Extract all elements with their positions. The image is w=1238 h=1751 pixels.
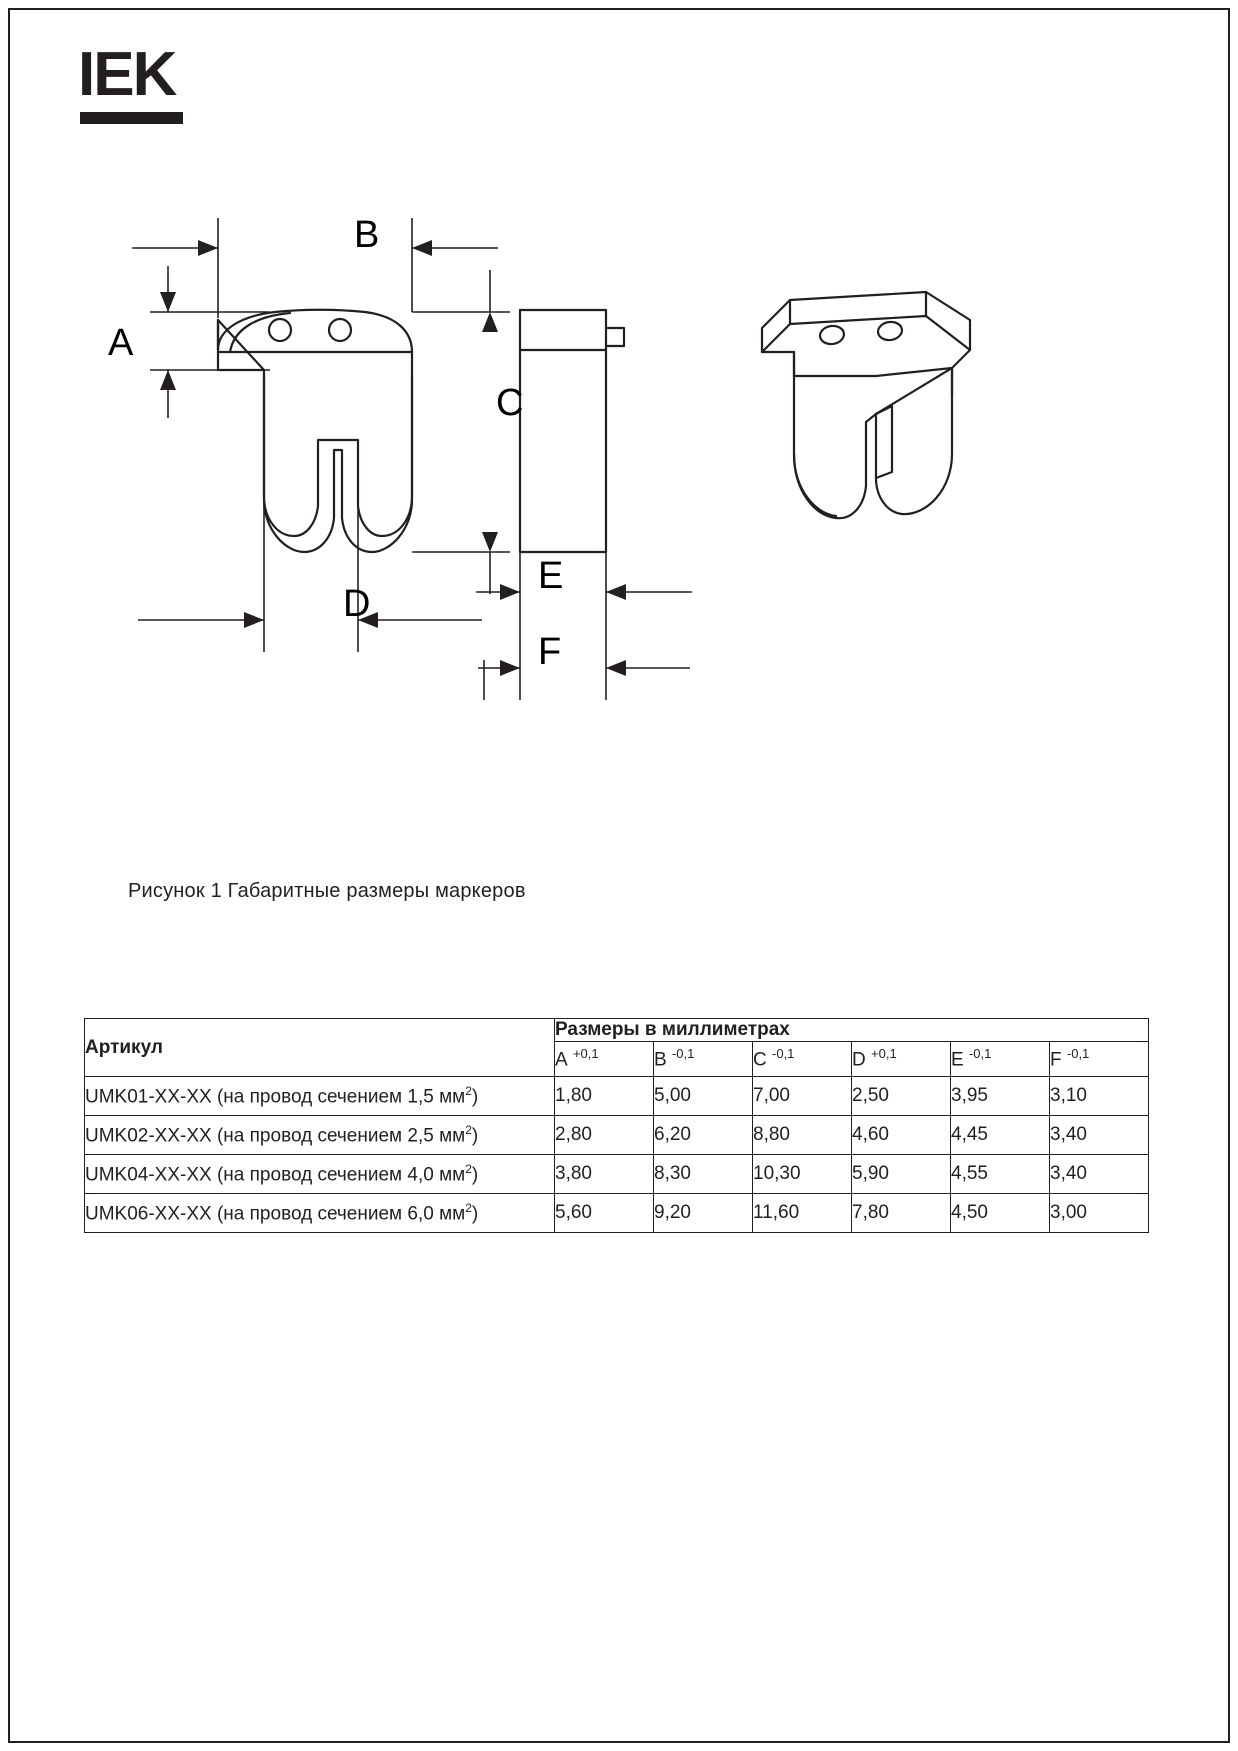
cell-a: 5,60 — [555, 1194, 654, 1233]
table-row — [85, 1077, 1149, 1116]
cell-d: 5,90 — [852, 1155, 951, 1194]
cell-e: 4,50 — [951, 1194, 1050, 1233]
header-article: Артикул — [85, 1019, 555, 1077]
dimension-label-b: B — [354, 214, 380, 256]
dimension-label-d: D — [343, 583, 371, 625]
logo-text: IEK — [78, 40, 176, 109]
table-row — [85, 1116, 1149, 1155]
cell-c: 7,00 — [753, 1077, 852, 1116]
header-col-f: F $^{-0,1}$ — [1050, 1042, 1149, 1077]
cell-d: 4,60 — [852, 1116, 951, 1155]
cell-c: 8,80 — [753, 1116, 852, 1155]
dimension-label-f: F — [538, 631, 562, 673]
logo-underline — [80, 112, 183, 124]
cell-article: UMK06-XX-XX (на провод сечением 6,0 $мм^2$) — [85, 1194, 555, 1233]
header-col-c: C $^{-0,1}$ — [753, 1042, 852, 1077]
cell-c: 11,60 — [753, 1194, 852, 1233]
dimensions-table — [84, 1018, 1149, 1233]
cell-d: 7,80 — [852, 1194, 951, 1233]
cell-b: 8,30 — [654, 1155, 753, 1194]
iek-logo — [78, 40, 176, 109]
cell-e: 3,95 — [951, 1077, 1050, 1116]
header-dimensions: Размеры в миллиметрах — [555, 1019, 1149, 1042]
cell-f: 3,40 — [1050, 1116, 1149, 1155]
cell-a: 1,80 — [555, 1077, 654, 1116]
figure-dimensions-drawing — [90, 200, 1090, 740]
cell-b: 9,20 — [654, 1194, 753, 1233]
table-row — [85, 1155, 1149, 1194]
cell-a: 2,80 — [555, 1116, 654, 1155]
cell-article: UMK04-XX-XX (на провод сечением 4,0 $мм^2$) — [85, 1155, 555, 1194]
cell-d: 2,50 — [852, 1077, 951, 1116]
cell-e: 4,45 — [951, 1116, 1050, 1155]
figure-caption: Рисунок 1 Габаритные размеры маркеров — [128, 880, 526, 902]
cell-a: 3,80 — [555, 1155, 654, 1194]
cell-f: 3,10 — [1050, 1077, 1149, 1116]
dimensions-table-wrapper — [84, 1018, 1149, 1233]
cell-e: 4,55 — [951, 1155, 1050, 1194]
header-col-e: E $^{-0,1}$ — [951, 1042, 1050, 1077]
table-header-row-top — [85, 1019, 1149, 1042]
cell-f: 3,00 — [1050, 1194, 1149, 1233]
dimension-label-e: E — [538, 555, 564, 597]
header-col-d: D $^{+0,1}$ — [852, 1042, 951, 1077]
table-row — [85, 1194, 1149, 1233]
cell-f: 3,40 — [1050, 1155, 1149, 1194]
cell-c: 10,30 — [753, 1155, 852, 1194]
cell-b: 5,00 — [654, 1077, 753, 1116]
cell-article: UMK02-XX-XX (на провод сечением 2,5 $мм^2$) — [85, 1116, 555, 1155]
cell-b: 6,20 — [654, 1116, 753, 1155]
header-col-a: A $^{+0,1}$ — [555, 1042, 654, 1077]
header-col-b: B $^{-0,1}$ — [654, 1042, 753, 1077]
dimension-label-c: C — [496, 382, 524, 424]
cell-article: UMK01-XX-XX (на провод сечением 1,5 $мм^2$) — [85, 1077, 555, 1116]
dimension-label-a: A — [108, 322, 134, 364]
